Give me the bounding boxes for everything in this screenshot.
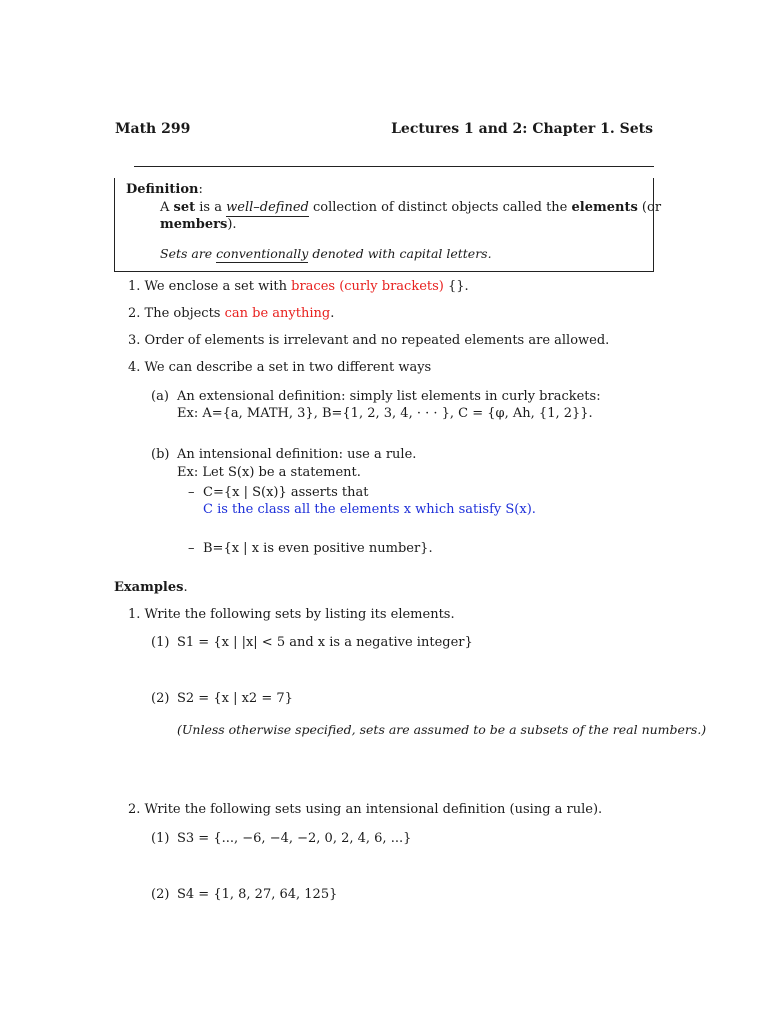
- def-well-defined: well–defined: [226, 200, 309, 215]
- sub-a-label: (a): [151, 389, 169, 404]
- definition-heading: [126, 182, 203, 197]
- example-1-2-label: (2): [151, 691, 170, 706]
- definition-colon: :: [198, 182, 203, 197]
- real-numbers-note: [177, 722, 706, 737]
- list-item-3: [128, 333, 609, 348]
- list-item-1: [128, 279, 469, 294]
- sub-b-dash-1: –: [188, 485, 195, 500]
- list-item-2: [128, 306, 334, 321]
- example-1-1-label: (1): [151, 635, 170, 650]
- example-2-number: 2.: [128, 802, 141, 817]
- def-a: A: [160, 200, 174, 215]
- note-conventionally: conventionally: [216, 246, 309, 261]
- definition-line-1: [160, 200, 661, 215]
- item-3-number: 3.: [128, 333, 141, 348]
- examples-heading-text: Examples: [114, 580, 184, 595]
- definition-line-2: [160, 217, 237, 232]
- item-2-pre: The objects: [144, 306, 225, 321]
- sub-b-line-2: Ex: Let S(x) be a statement.: [177, 465, 361, 480]
- example-2: [128, 802, 602, 817]
- def-members: members: [160, 217, 228, 232]
- sub-a-line-2: Ex: A={a, MATH, 3}, B={1, 2, 3, 4, · · · }, C = {φ, Ah, {1, 2}}.: [177, 406, 593, 421]
- example-1-2-text: S2 = {x | x2 = 7}: [177, 691, 293, 706]
- sub-a-line-1: An extensional definition: simply list elements in curly brackets:: [177, 389, 601, 404]
- item-1-post: {}.: [443, 279, 469, 294]
- item-1-number: 1.: [128, 279, 141, 294]
- real-numbers-note-text: (Unless otherwise specified, sets are assumed to be a subsets of the real numbers.): [177, 722, 707, 737]
- item-4-number: 4.: [128, 360, 141, 375]
- def-close: ).: [227, 217, 237, 232]
- c-rule-text: C={x | S(x)} asserts that: [203, 485, 369, 500]
- list-item-4: [128, 360, 431, 375]
- sub-b-label: (b): [151, 447, 170, 462]
- item-4-text: We can describe a set in two different ways: [144, 360, 432, 375]
- item-1-red: braces (curly brackets): [291, 279, 444, 294]
- def-or: (or: [637, 200, 662, 215]
- example-1-number: 1.: [128, 607, 141, 622]
- item-1-pre: We enclose a set with: [144, 279, 292, 294]
- def-elements: elements: [571, 200, 638, 215]
- lecture-title: Lectures 1 and 2: Chapter 1. Sets: [391, 121, 653, 137]
- example-2-1-label: (1): [151, 831, 170, 846]
- item-3-text: Order of elements is irrelevant and no repeated elements are allowed.: [144, 333, 610, 348]
- item-2-red: can be anything: [224, 306, 331, 321]
- def-set: set: [173, 200, 196, 215]
- definition-note: [160, 246, 492, 261]
- example-2-text: Write the following sets using an intensional definition (using a rule).: [144, 802, 603, 817]
- example-1-text: Write the following sets by listing its elements.: [144, 607, 455, 622]
- sub-b-dash-2: –: [188, 541, 195, 556]
- def-is-a: is a: [195, 200, 227, 215]
- example-1-1-text: S1 = {x | |x| < 5 and x is a negative integer}: [177, 635, 473, 650]
- course-title: Math 299: [115, 121, 191, 137]
- header-rule: [134, 166, 654, 167]
- examples-heading: [114, 580, 188, 595]
- note-post: denoted with capital letters.: [308, 246, 492, 261]
- example-2-1-text: S3 = {..., −6, −4, −2, 0, 2, 4, 6, ...}: [177, 831, 412, 846]
- example-2-2-text: S4 = {1, 8, 27, 64, 125}: [177, 887, 338, 902]
- example-2-2-label: (2): [151, 887, 170, 902]
- sub-b-line-1: An intensional definition: use a rule.: [177, 447, 417, 462]
- example-1: [128, 607, 455, 622]
- examples-dot: .: [183, 580, 188, 595]
- def-rest: collection of distinct objects called the: [308, 200, 572, 215]
- b-rule-text: B={x | x is even positive number}.: [203, 541, 433, 556]
- item-2-post: .: [330, 306, 335, 321]
- note-pre: Sets are: [160, 246, 217, 261]
- definition-heading-text: Definition: [126, 182, 199, 197]
- item-2-number: 2.: [128, 306, 141, 321]
- c-class-description: C is the class all the elements x which satisfy S(x).: [203, 502, 536, 517]
